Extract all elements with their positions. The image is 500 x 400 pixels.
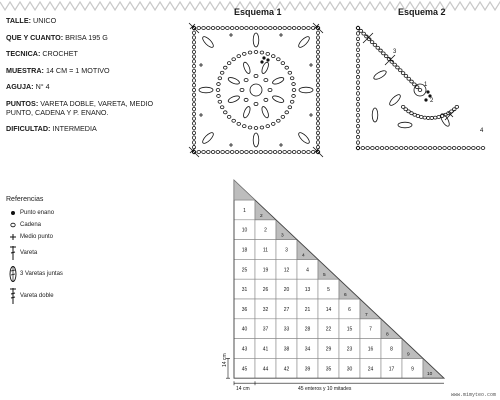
ref-medio-punto: Medio punto	[6, 233, 136, 241]
vareta-doble-icon	[6, 287, 20, 305]
grid-cell-number: 43	[241, 346, 248, 353]
grid-cell-number: 27	[283, 306, 290, 313]
grid-cell-number: 29	[325, 346, 332, 353]
grid-cell-number: 26	[262, 287, 269, 294]
grid-cell-number: 34	[304, 346, 311, 353]
esquema-2-number-2: 2	[430, 98, 434, 104]
grid-cell-number: 16	[367, 346, 374, 353]
grid-cell-number: 37	[262, 326, 269, 333]
vareta-icon	[6, 245, 20, 261]
grid-bottom-label: 14 cm	[236, 386, 250, 392]
esquema-2-number-3: 3	[393, 49, 397, 55]
dimension-bottom	[234, 381, 255, 385]
grid-cell-number: 6	[348, 306, 351, 313]
grid-cell-number: 40	[241, 326, 248, 333]
esquema-2-number-4: 4	[480, 128, 484, 134]
grid-cell-number: 4	[306, 267, 309, 274]
grid-diagonal-number: 7	[365, 312, 368, 318]
grid-diagonal-number: 2	[260, 213, 263, 219]
grid-cell-number: 18	[241, 247, 248, 254]
grid-diagonal-number: 4	[302, 253, 305, 259]
three-varetas-icon	[6, 265, 20, 283]
grid-cell-number: 9	[411, 366, 414, 373]
ref-punto-enano: Punto enano	[6, 209, 136, 217]
grid-cell-number: 30	[346, 366, 353, 373]
spec-que-y-cuanto: QUE Y CUANTO: BRISA 195 G	[6, 32, 108, 42]
grid-diagonal-number: 10	[427, 372, 433, 378]
watermark: www.mimyteo.com	[450, 392, 496, 398]
grid-cell-number: 25	[241, 267, 248, 274]
assembly-grid	[218, 178, 450, 398]
pattern-specs	[6, 16, 171, 141]
grid-cell-number: 20	[283, 287, 290, 294]
spec-talle: TALLE: UNICO	[6, 16, 57, 25]
grid-cell-number: 19	[262, 267, 269, 274]
esquema-1-title: Esquema 1	[234, 7, 282, 17]
grid-cell-number: 24	[367, 366, 374, 373]
cross-icon	[6, 233, 20, 241]
spec-dificultad: DIFICULTAD: INTERMEDIA	[6, 124, 97, 133]
grid-cell-number: 10	[241, 227, 248, 234]
grid-cell-number: 32	[262, 306, 269, 313]
dot-icon	[6, 209, 20, 217]
ref-vareta-doble: Vareta doble	[6, 287, 136, 305]
grid-left-label: 14 cm	[222, 353, 228, 367]
grid-cell-number: 35	[325, 366, 332, 373]
grid-diagonal-number: 6	[344, 293, 347, 298]
grid-cell-number: 13	[304, 287, 311, 294]
esquema-2-diagram	[350, 20, 495, 160]
grid-cell-number: 11	[262, 247, 269, 254]
grid-cell-number: 5	[327, 287, 330, 294]
grid-cell-number: 15	[346, 326, 353, 333]
esquema-1-diagram	[184, 20, 329, 160]
grid-cell-number: 23	[346, 346, 353, 353]
grid-cell-number: 1	[243, 207, 246, 214]
grid-cell-number: 12	[283, 267, 290, 274]
grid-cell-number: 45	[241, 366, 248, 373]
esquema-2-number-1: 1	[424, 82, 428, 88]
grid-cell-number: 17	[388, 366, 395, 373]
references-legend	[6, 196, 136, 309]
grid-cell-number: 44	[262, 366, 269, 373]
grid-cell-number: 41	[262, 346, 269, 353]
grid-diagonal-number: 5	[323, 273, 326, 279]
grid-cell-number: 8	[390, 346, 393, 353]
grid-top-triangle	[234, 180, 255, 200]
references-title: Referencias	[6, 196, 44, 203]
esquema-2-title: Esquema 2	[398, 7, 446, 17]
grid-cell-number: 38	[283, 346, 290, 353]
spec-puntos: PUNTOS: VARETA DOBLE, VARETA, MEDIO PUNTO, CADENA Y P. ENANO.	[6, 98, 154, 117]
grid-diagonal-number: 8	[386, 332, 389, 338]
ref-vareta: Vareta	[6, 245, 136, 261]
ref-cadena: Cadena	[6, 221, 136, 229]
grid-cell-number: 3	[285, 247, 288, 254]
circle-icon	[6, 221, 20, 229]
grid-cell-number: 36	[241, 306, 248, 313]
grid-cell-number: 2	[264, 227, 267, 234]
grid-cell-number: 28	[304, 326, 311, 333]
spec-tecnica: TECNICA: CROCHET	[6, 49, 78, 58]
grid-cell-number: 39	[304, 366, 311, 373]
grid-bottom-caption: 45 enteros y 10 mitades	[298, 386, 352, 392]
spec-aguja: AGUJA: N° 4	[6, 82, 50, 91]
grid-cell-number: 42	[283, 366, 290, 373]
grid-cell-number: 7	[369, 326, 372, 333]
spec-muestra: MUESTRA: 14 CM = 1 MOTIVO	[6, 65, 110, 75]
grid-cell-number: 14	[325, 306, 332, 313]
grid-cell-number: 31	[241, 287, 248, 294]
grid-cell-number: 21	[304, 306, 311, 313]
grid-diagonal-number: 9	[407, 352, 410, 358]
grid-cell-number: 22	[325, 326, 332, 333]
grid-diagonal-number: 3	[281, 233, 284, 239]
grid-cell-number: 33	[283, 326, 290, 333]
ref-3-varetas: 3 Varetas juntas	[6, 265, 136, 283]
